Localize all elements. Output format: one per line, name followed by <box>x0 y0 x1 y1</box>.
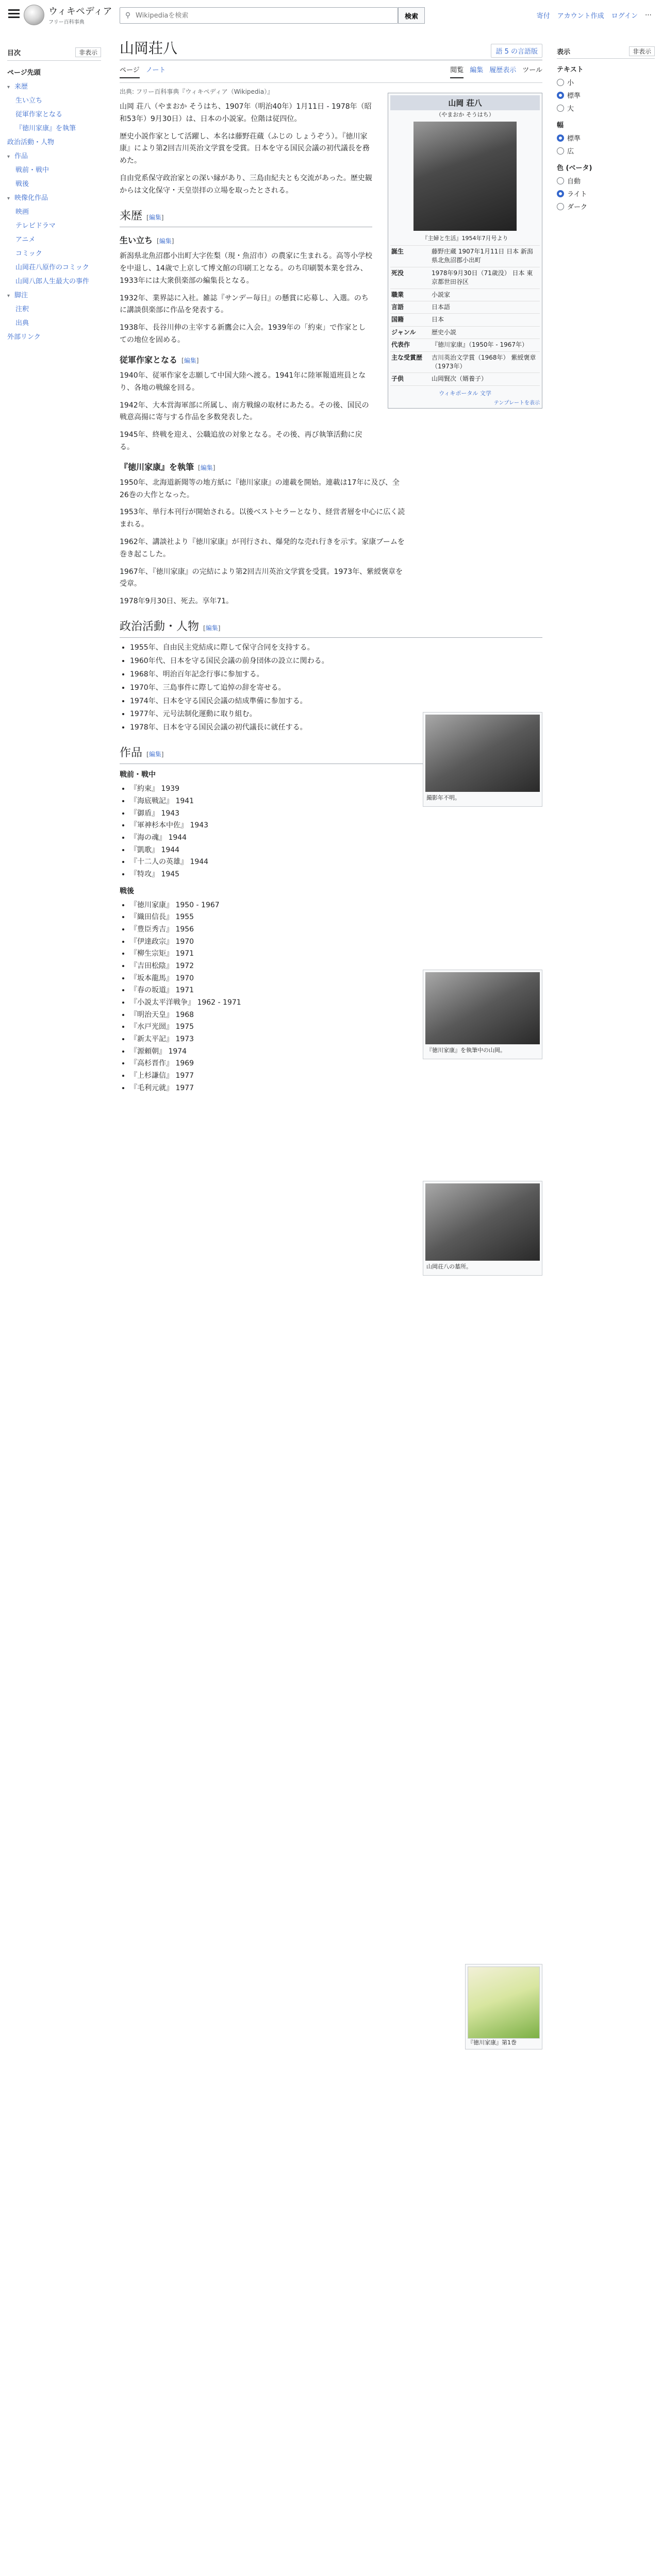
color-dark[interactable]: ダーク <box>557 200 655 213</box>
toc-item[interactable]: 山岡荘八原作のコミック <box>15 264 89 272</box>
appearance-title: 表示 <box>557 48 571 56</box>
infobox-rows <box>390 245 540 385</box>
heading-works: 作品 [編集] <box>120 743 542 764</box>
figure-1 <box>423 712 542 807</box>
tab-edit[interactable]: 編集 <box>470 66 484 74</box>
text-size-label: テキスト <box>557 66 584 74</box>
politics-item: • 1978年、日本を守る国民会議の初代議長に就任する。 <box>130 722 542 734</box>
infobox-row <box>390 301 540 313</box>
tagline: 出典: フリー百科事典『ウィキペディア（Wikipedia）』 <box>120 88 274 95</box>
width-wide[interactable]: 広 <box>557 144 655 157</box>
chevron-down-icon[interactable]: ▾ <box>7 84 10 90</box>
color-label: 色 (ベータ) <box>557 164 592 172</box>
article <box>120 37 542 2046</box>
infobox-value: 1978年9月30日（71歳没） 日本 東京都世田谷区 <box>432 269 533 286</box>
personal-tools <box>537 10 652 20</box>
infobox-value: 日本語 <box>432 303 451 311</box>
lead-paragraph-2: 歴史小説作家として活躍し、本名は藤野荘蔵（ふじの しょうぞう）。『徳川家康』により第2回吉川英治文学賞を受賞。日本を守る国民会議の初代議長を務めた。 <box>120 132 370 165</box>
lead-paragraph-3: 自由党系保守政治家との深い縁があり、三島由紀夫とも交流があった。歴史観からは文化保守・天皇崇拝の立場を取ったとされる。 <box>120 174 372 195</box>
work-item: • 『軍神杉本中佐』 1943 <box>130 820 542 832</box>
figure-3-image[interactable] <box>425 1183 540 1261</box>
infobox-row <box>390 313 540 326</box>
radio-icon <box>557 203 564 210</box>
tab-read[interactable]: 閲覧 <box>450 64 464 78</box>
heading-postwar: 戦後 <box>120 887 134 895</box>
search-box <box>120 7 398 24</box>
infobox-value: 『徳川家康』（1950年 - 1967年） <box>432 341 528 349</box>
toc-item[interactable]: 生い立ち <box>15 97 43 105</box>
toc-item[interactable]: 従軍作家となる <box>15 111 63 118</box>
work-item: • 『小説太平洋戦争』 1962 - 1971 <box>130 997 542 1009</box>
infobox-key: 主な受賞歴 <box>391 353 423 361</box>
work-item: • 『凱歌』 1944 <box>130 845 542 856</box>
radio-icon <box>557 105 564 112</box>
heading-prewar: 戦前・戦中 <box>120 771 156 779</box>
work-item: • 『御盾』 1943 <box>130 808 542 820</box>
infobox-value: 小説家 <box>432 291 451 298</box>
toc-item[interactable]: 映画 <box>15 208 29 216</box>
infobox-key: 子供 <box>391 375 404 383</box>
tab-talk[interactable]: ノート <box>145 66 166 74</box>
toc-item[interactable]: ▾ 来歴 <box>7 83 28 91</box>
toc-item[interactable]: 『徳川家康』を執筆 <box>15 125 76 132</box>
infobox-key: 国籍 <box>391 316 404 324</box>
figure-2-image[interactable] <box>425 972 540 1044</box>
heading-war: 従軍作家となる [編集] <box>120 354 199 365</box>
toc-item[interactable]: ▾ 作品 <box>7 152 28 160</box>
create-account-link[interactable]: アカウント作成 <box>557 12 604 20</box>
book-figure <box>465 1964 542 2049</box>
infobox-key: 職業 <box>391 291 404 298</box>
chevron-down-icon[interactable]: ▾ <box>7 154 10 160</box>
toc-item[interactable]: 山岡八郎人生最大の事件 <box>15 278 90 285</box>
paragraph: 1932年、業界誌に入社。雑誌『サンデー毎日』の懸賞に応募し、入選。のちに講談倶楽部に作品を発表する。 <box>120 294 369 315</box>
color-light[interactable]: ライト <box>557 187 655 200</box>
edit-link[interactable]: 編集 <box>148 213 161 221</box>
politics-item: • 1968年、明治百年記念行事に参加する。 <box>130 669 542 681</box>
toc-item[interactable]: 戦後 <box>15 180 29 188</box>
logo-subtitle: フリー百科事典 <box>48 20 85 25</box>
infobox-key: ジャンル <box>391 328 416 336</box>
width-label: 幅 <box>557 122 564 129</box>
logo-title: ウィキペディア <box>48 6 112 17</box>
work-item: • 『約束』 1939 <box>130 784 542 795</box>
work-item: • 『毛利元就』 1977 <box>130 1083 542 1094</box>
work-item: • 『柳生宗矩』 1971 <box>130 948 542 960</box>
radio-icon <box>557 79 564 86</box>
toc-item[interactable]: 注釈 <box>15 306 29 313</box>
paragraph: 1938年、長谷川伸の主宰する新鷹会に入会。1939年の「約束」で作家としての地位を固める。 <box>120 324 366 344</box>
infobox-value: 歴史小説 <box>432 328 457 336</box>
toc-item[interactable]: コミック <box>15 250 42 258</box>
work-item: • 『上杉謙信』 1977 <box>130 1071 542 1082</box>
paragraph: 1967年、『徳川家康』の完結により第2回吉川英治文学賞を受賞。1973年、紫綬褒章を受章。 <box>120 567 403 588</box>
figure-3-caption: 山岡荘八の墓所。 <box>426 1263 472 1270</box>
infobox-value: 藤野庄蔵 1907年1月11日 日本 新潟県北魚沼郡小出町 <box>432 248 533 264</box>
text-size-standard[interactable]: 標準 <box>557 89 655 101</box>
work-item: • 『春の坂道』 1971 <box>130 985 542 996</box>
infobox-row <box>390 372 540 385</box>
paragraph: 1978年9月30日、死去。享年71。 <box>120 597 234 606</box>
portrait-photo[interactable] <box>413 122 517 231</box>
language-count: 5 の言語版 <box>504 48 538 56</box>
infobox-key: 死没 <box>391 269 404 277</box>
heading-ieyasu: 『徳川家康』を執筆 [編集] <box>120 462 216 472</box>
chevron-down-icon[interactable]: ▾ <box>7 196 10 201</box>
toc-hide-button[interactable]: 非表示 <box>75 47 101 57</box>
toc-item[interactable]: 政治活動・人物 <box>7 139 55 146</box>
work-item: • 『豊臣秀吉』 1956 <box>130 924 542 936</box>
work-item: • 『坂本龍馬』 1970 <box>130 973 542 985</box>
edit-link[interactable]: 編集 <box>159 237 172 245</box>
search-button[interactable]: 検索 <box>398 7 425 24</box>
edit-link[interactable]: 編集 <box>184 357 196 364</box>
infobox-subtitle: （やまおか そうはち） <box>436 111 494 118</box>
tab-tools[interactable]: ツール <box>522 66 542 74</box>
work-item: • 『海の魂』 1944 <box>130 833 542 844</box>
politics-item: • 1970年、三島事件に際して追悼の辞を寄せる。 <box>130 682 542 694</box>
figure-2 <box>423 970 542 1059</box>
radio-selected-icon <box>557 92 564 99</box>
heading-history: 来歴 [編集] <box>120 207 372 227</box>
radio-icon <box>557 177 564 184</box>
heading-politics: 政治活動・人物 [編集] <box>120 617 542 638</box>
work-item: • 『新太平記』 1973 <box>130 1034 542 1045</box>
infobox-title: 山岡 荘八 <box>390 95 540 110</box>
toc-item[interactable]: テレビドラマ <box>15 222 56 230</box>
language-button[interactable]: 語 5 の言語版 <box>491 44 542 58</box>
toc-item[interactable]: アニメ <box>15 236 36 244</box>
politics-item: • 1977年、元号法制化運動に取り組む。 <box>130 708 542 721</box>
text-size-large[interactable]: 大 <box>557 101 655 114</box>
more-options-icon[interactable]: ⋯ <box>645 11 652 19</box>
table-of-contents <box>0 44 108 343</box>
infobox <box>388 93 542 409</box>
wikipedia-logo[interactable] <box>24 4 112 25</box>
page-title: 山岡荘八 <box>120 40 178 57</box>
page-tabs <box>120 60 542 83</box>
infobox-value: 山岡賢次（婿養子） <box>432 375 488 383</box>
work-item: • 『源頼朝』 1974 <box>130 1046 542 1058</box>
title-row <box>120 37 542 60</box>
infobox-row <box>390 267 540 289</box>
work-item: • 『織田信長』 1955 <box>130 912 542 923</box>
chevron-down-icon[interactable]: ▾ <box>7 293 10 299</box>
work-item: • 『徳川家康』 1950 - 1967 <box>130 900 542 911</box>
appearance-panel <box>557 44 655 213</box>
politics-item: • 1974年、日本を守る国民会議の結成準備に参加する。 <box>130 696 542 708</box>
work-item: • 『吉田松陰』 1972 <box>130 961 542 972</box>
login-link[interactable]: ログイン <box>611 12 638 20</box>
radio-selected-icon <box>557 190 564 197</box>
appearance-header <box>557 44 655 59</box>
infobox-key: 言語 <box>391 303 404 311</box>
search-icon: ⚲ <box>125 11 131 20</box>
work-item: • 『明治天皇』 1968 <box>130 1010 542 1021</box>
toc-item[interactable]: ▾ 脚注 <box>7 292 28 299</box>
site-header <box>0 0 662 29</box>
color-auto[interactable]: 自動 <box>557 174 655 187</box>
text-size-small[interactable]: 小 <box>557 76 655 89</box>
infobox-row <box>390 326 540 338</box>
figure-1-image[interactable] <box>425 715 540 792</box>
main-menu-icon[interactable] <box>7 7 21 21</box>
politics-item: • 1955年、自由民主党結成に際して保守合同を支持する。 <box>130 642 542 654</box>
infobox-value: 日本 <box>432 316 444 324</box>
politics-item: • 1960年代、日本を守る国民会議の前身団体の設立に関わる。 <box>130 655 542 668</box>
appearance-hide-button[interactable]: 非表示 <box>629 46 655 56</box>
paragraph: 1945年、終戦を迎え、公職追放の対象となる。その後、再び執筆活動に戻る。 <box>120 431 362 451</box>
paragraph: 1950年、北海道新聞等の地方紙に『徳川家康』の連載を開始。連載は17年に及び、全26巻の大作となった。 <box>120 478 400 499</box>
infobox-caption: 『主婦と生活』1954年7月号より <box>422 235 508 242</box>
globe-icon <box>24 5 44 25</box>
paragraph: 1962年、講談社より『徳川家康』が刊行され、爆発的な売れ行きを示す。家康ブームを巻き起こした。 <box>120 538 405 558</box>
heading-birth: 生い立ち [編集] <box>120 235 174 245</box>
paragraph: 新潟県北魚沼郡小出町大字佐梨（現・魚沼市）の農家に生まれる。高等小学校を中退し、14歳で上京して博文館の印刷工となる。のち印刷製本業を営み、1933年には大衆倶楽部の編集長となる。 <box>120 252 372 285</box>
radio-icon <box>557 147 564 155</box>
infobox-row <box>390 245 540 267</box>
toc-item[interactable]: ▾ 映像化作品 <box>7 194 48 202</box>
book-figure-caption: 『徳川家康』第1巻 <box>468 2039 517 2046</box>
work-item: • 『海底戦記』 1941 <box>130 796 542 807</box>
work-item: • 『高杉晋作』 1969 <box>130 1058 542 1070</box>
lead-paragraph: 山岡 荘八（やまおか そうはち、1907年（明治40年）1月11日 - 1978年（昭和53年）9月30日）は、日本の小説家。位階は従四位。 <box>120 103 372 123</box>
book-cover-image[interactable] <box>468 1967 540 2039</box>
paragraph: 1942年、大本営海軍部に所属し、南方戦線の取材にあたる。その後、国民の戦意高揚に寄与する作品を多数発表した。 <box>120 401 369 422</box>
infobox-key: 誕生 <box>391 248 404 255</box>
toc-title: 目次 <box>7 49 21 57</box>
width-standard[interactable]: 標準 <box>557 131 655 144</box>
infobox-row <box>390 351 540 373</box>
toc-item[interactable]: 外部リンク <box>7 333 41 341</box>
edit-link[interactable]: 編集 <box>148 751 161 758</box>
work-item: • 『伊達政宗』 1970 <box>130 937 542 948</box>
radio-selected-icon <box>557 134 564 142</box>
tab-history[interactable]: 履歴表示 <box>489 66 517 74</box>
infobox-row <box>390 338 540 351</box>
paragraph: 1953年、単行本刊行が開始される。以後ベストセラーとなり、経営者層を中心に広く読まれる。 <box>120 508 405 529</box>
search-input[interactable] <box>136 12 398 20</box>
figure-2-caption: 『徳川家康』を執筆中の山岡。 <box>426 1047 506 1054</box>
infobox-key: 代表作 <box>391 341 410 349</box>
figure-1-caption: 撮影年不明。 <box>426 794 460 801</box>
toc-item[interactable]: ページ先頭 <box>7 69 41 77</box>
edit-link[interactable]: 編集 <box>205 624 218 632</box>
work-item: • 『水戸光圀』 1975 <box>130 1022 542 1033</box>
paragraph: 1940年、従軍作家を志願して中国大陸へ渡る。1941年に陸軍報道班員となり、各地の戦線を回る。 <box>120 371 366 392</box>
toc-item[interactable]: 出典 <box>15 319 29 327</box>
donate-link[interactable]: 寄付 <box>536 12 550 20</box>
toc-item[interactable]: 戦前・戦中 <box>15 166 49 174</box>
work-item: • 『特攻』 1945 <box>130 869 542 880</box>
toc-header <box>7 44 101 61</box>
work-item: • 『十二人の英雄』 1944 <box>130 857 542 868</box>
infobox-row <box>390 289 540 301</box>
toc-list <box>7 65 101 343</box>
tab-page[interactable]: ページ <box>120 64 140 78</box>
edit-link[interactable]: 編集 <box>200 464 213 471</box>
infobox-value: 吉川英治文学賞（1968年） 紫綬褒章（1973年） <box>432 353 536 370</box>
template-link[interactable]: テンプレートを表示 <box>493 400 540 406</box>
figure-3 <box>423 1181 542 1276</box>
portal-link[interactable]: ウィキポータル 文学 <box>390 385 540 398</box>
